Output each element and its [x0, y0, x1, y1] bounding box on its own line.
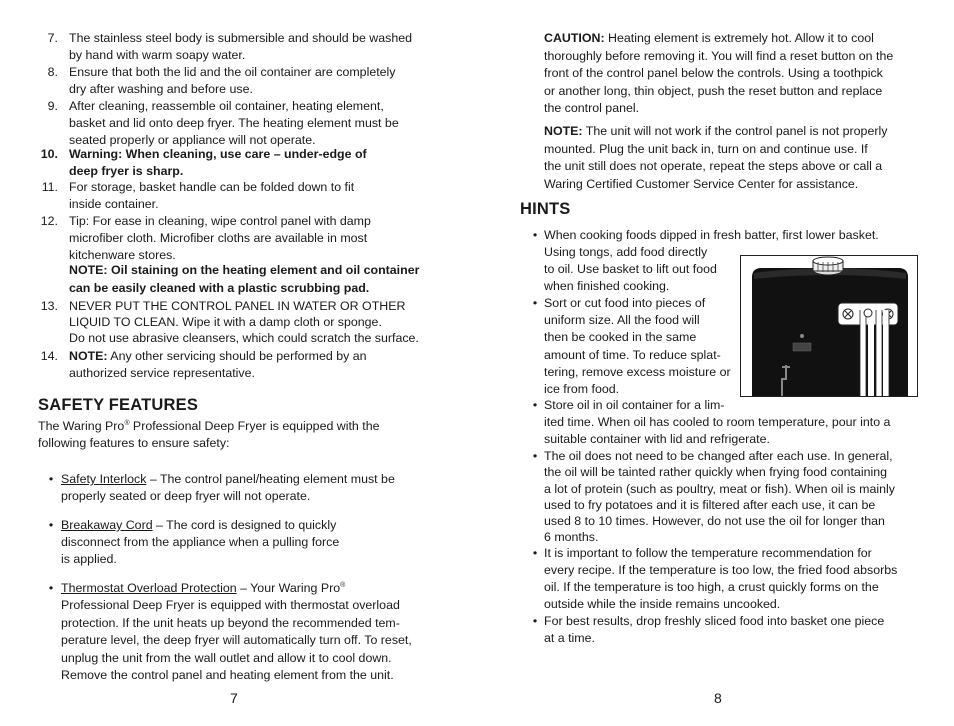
list-item-text: NOTE: Any other servicing should be performed by an authorized service representative.	[69, 349, 367, 380]
bullet-item: Breakaway Cord – The cord is designed to quickly disconnect from the appliance when a pulling force is applied.	[61, 518, 340, 566]
hint-item: The oil does not need to be changed after each use. In general, the oil will be tainted rather quickly when frying food containing a lot of protein (such as poultry, meat or fish). When oil is mainly used to fry potatoes and it is filtered after each use, it can be used 8 to 10 times. However, do not use the oil for longer than 6 months.	[544, 449, 895, 545]
item-number: 7.	[47, 31, 58, 45]
bullet-icon: •	[48, 518, 54, 532]
bullet-icon: •	[532, 546, 538, 560]
item-number: 11.	[41, 180, 58, 194]
right-page	[520, 0, 920, 726]
item-number: 8.	[47, 65, 58, 79]
list-item-text: After cleaning, reassemble oil container, heating element, basket and lid onto deep fryer. The heating element must be seated properly or appliance will not operate.	[69, 99, 399, 147]
bullet-icon: •	[532, 449, 538, 463]
item-number: 14.	[40, 349, 58, 363]
warning-text: Warning: When cleaning, use care – under-edge of deep fryer is sharp.	[69, 147, 367, 178]
hint-item: Store oil in oil container for a lim- ited time. When oil has cooled to room temperature, pour into a suitable container with lid and refrigerate.	[544, 398, 891, 446]
item-number: 9.	[47, 99, 58, 113]
bullet-icon: •	[532, 228, 538, 242]
bullet-item: Thermostat Overload Protection – Your Waring Pro® Professional Deep Fryer is equipped with thermostat overload protection. If the unit heats up beyond the recommended tem- perature level, the deep fryer will automatically turn off. To reset, unplug the unit from the wall outlet and allow it to cool down. Remove the control panel and heating element from the unit.	[61, 581, 412, 683]
list-item-text: NEVER PUT THE CONTROL PANEL IN WATER OR OTHER LIQUID TO CLEAN. Wipe it with a damp cloth or sponge. Do not use abrasive cleansers, which could scratch the surface.	[69, 299, 419, 345]
page-number: 7	[230, 690, 238, 706]
note-paragraph: NOTE: The unit will not work if the control panel is not properly mounted. Plug the unit back in, turn on and continue use. If the unit still does not operate, repeat the steps above or call a Waring Certified Customer Service Center for assistance.	[544, 124, 888, 191]
list-item-text: For storage, basket handle can be folded down to fit inside container.	[69, 180, 355, 211]
bullet-icon: •	[48, 581, 54, 595]
caution-paragraph: CAUTION: Heating element is extremely hot. Allow it to cool thoroughly before removing it. You will find a reset button on the front of the control panel below the controls. Using a toothpick or another long, thin object, push the reset button and replace the control panel.	[544, 31, 894, 116]
item-number: 10.	[40, 147, 58, 161]
hint-item: For best results, drop freshly sliced food into basket one piece at a time.	[544, 614, 885, 645]
section-heading: HINTS	[520, 200, 571, 218]
hint-item: When cooking foods dipped in fresh batter, first lower basket. Using tongs, add food directly to oil. Use basket to lift out food when finished cooking.	[544, 228, 879, 293]
hint-item: It is important to follow the temperature recommendation for every recipe. If the temperature is too low, the fried food absorbs oil. If the temperature is too high, a crust quickly forms on the outside while the inside remains uncooked.	[544, 546, 898, 611]
deep-fryer-illustration	[740, 255, 918, 397]
page-number: 8	[714, 690, 722, 706]
note-text: NOTE: Oil staining on the heating element and oil container can be easily cleaned with a plastic scrubbing pad.	[69, 263, 420, 295]
list-item-text: Ensure that both the lid and the oil container are completely dry after washing and before use.	[69, 65, 396, 96]
bullet-icon: •	[48, 472, 54, 486]
left-page	[38, 0, 438, 726]
bullet-icon: •	[532, 614, 538, 628]
list-item-text: The stainless steel body is submersible and should be washed by hand with warm soapy water.	[69, 31, 413, 62]
item-number: 13.	[40, 299, 58, 313]
bullet-icon: •	[532, 296, 538, 310]
bullet-icon: •	[532, 398, 538, 412]
safety-intro: The Waring Pro® Professional Deep Fryer is equipped with the following features to ensure safety:	[38, 419, 380, 450]
item-number: 12.	[40, 214, 58, 228]
hint-item: Sort or cut food into pieces of uniform size. All the food will then be cooked in the same amount of time. To reduce splat- tering, remove excess moisture or ice from food.	[544, 296, 731, 397]
section-heading: SAFETY FEATURES	[38, 396, 199, 414]
bullet-item: Safety Interlock – The control panel/heating element must be properly seated or deep fryer will not operate.	[61, 472, 395, 503]
list-item-text: Tip: For ease in cleaning, wipe control panel with damp microfiber cloth. Microfiber cloths are available in most kitchenware stores.	[69, 214, 371, 262]
